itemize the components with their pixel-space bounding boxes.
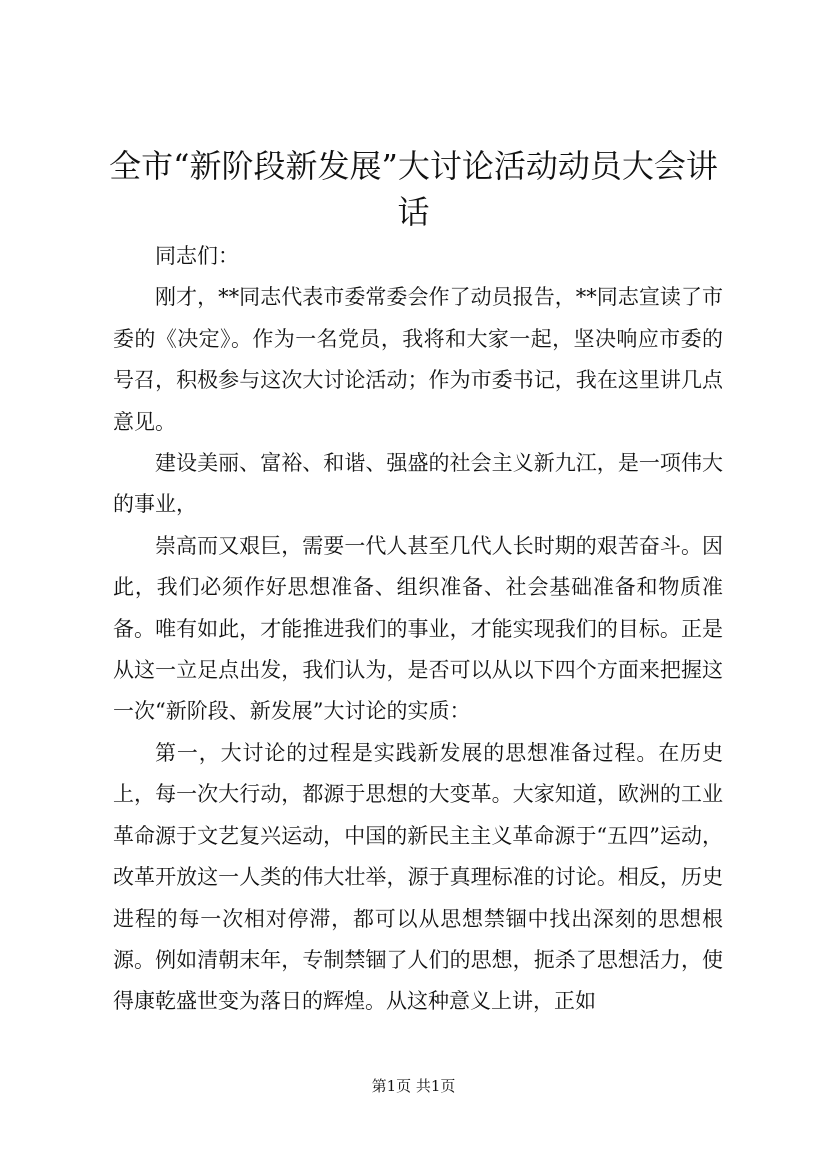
paragraph-1: 刚才，**同志代表市委常委会作了动员报告，**同志宣读了市委的《决定》。作为一名党员，我将和大家一起，坚决响应市委的号召，积极参与这次大讨论活动；作为市委书记，我在这里讲几点意见。 (113, 285, 723, 434)
page-footer: 第1页 共1页 (371, 1077, 456, 1095)
document-title: 全市“新阶段新发展”大讨论活动动员大会讲话 (109, 147, 718, 231)
paragraph-3: 崇高而又艰巨，需要一代人甚至几代人长时期的艰苦奋斗。因此，我们必须作好思想准备、组织准备、社会基础准备和物质准备。唯有如此，才能推进我们的事业，才能实现我们的目标。正是从这一立足点出发，我们认为，是否可以从以下四个方面来把握这一次“新阶段、新发展”大讨论的实质： (113, 533, 723, 724)
document-body (113, 236, 723, 1023)
paragraph-salutation: 同志们： (155, 244, 239, 268)
paragraph-4: 第一，大讨论的过程是实践新发展的思想准备过程。在历史上，每一次大行动，都源于思想的大变革。大家知道，欧洲的工业革命源于文艺复兴运动，中国的新民主主义革命源于“五四”运动，改革开放这一人类的伟大壮举，源于真理标准的讨论。相反，历史进程的每一次相对停滞，都可以从思想禁锢中找出深刻的思想根源。例如清朝末年，专制禁锢了人们的思想，扼杀了思想活力，使得康乾盛世变为落日的辉煌。从这种意义上讲，正如 (113, 740, 723, 1014)
paragraph-2: 建设美丽、富裕、和谐、强盛的社会主义新九江，是一项伟大的事业， (113, 451, 723, 517)
